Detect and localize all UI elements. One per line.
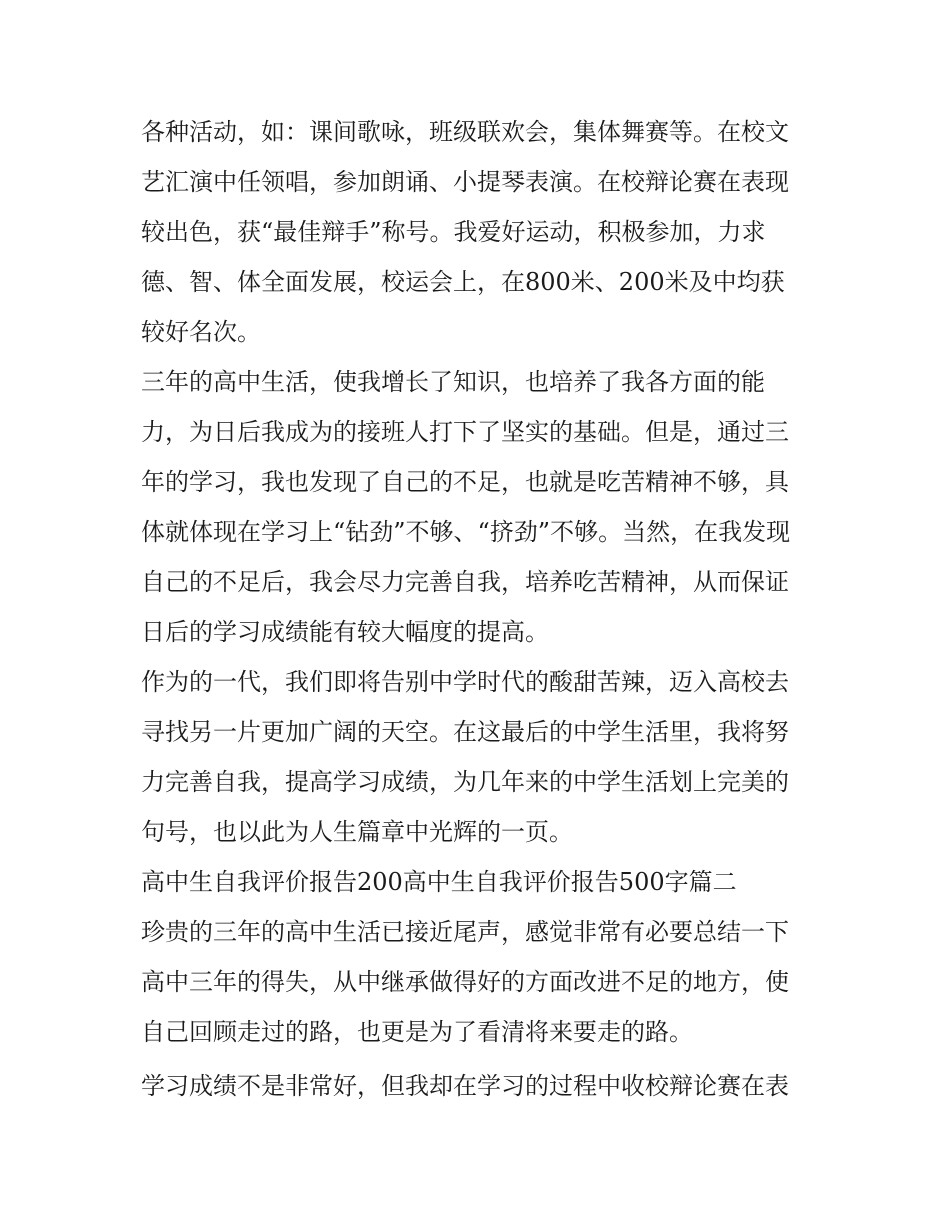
text-line: 学习成绩不是非常好，但我却在学习的过程中收校辩论赛在表 bbox=[141, 1072, 789, 1100]
text-line: 体就体现在学习上“钻劲”不够、“挤劲”不够。当然，在我发现 bbox=[141, 518, 791, 546]
text-line: 自己回顾走过的路，也更是为了看清将来要走的路。 bbox=[141, 1018, 693, 1046]
text-line: 各种活动，如：课间歌咏，班级联欢会，集体舞赛等。在校文 bbox=[141, 118, 789, 146]
section-heading: 高中生自我评价报告200高中生自我评价报告500字篇二 bbox=[141, 868, 737, 896]
text-line: 力完善自我，提高学习成绩，为几年来的中学生活划上完美的 bbox=[141, 768, 789, 796]
text-line: 高中三年的得失，从中继承做得好的方面改进不足的地方，使 bbox=[141, 968, 789, 996]
text-line: 寻找另一片更加广阔的天空。在这最后的中学生活里，我将努 bbox=[141, 718, 789, 746]
text-line: 日后的学习成绩能有较大幅度的提高。 bbox=[141, 618, 549, 646]
text-line: 较出色，获“最佳辩手”称号。我爱好运动，积极参加，力求 bbox=[141, 218, 766, 246]
text-line: 自己的不足后，我会尽力完善自我，培养吃苦精神，从而保证 bbox=[141, 568, 789, 596]
text-line: 力，为日后我成为的接班人打下了坚实的基础。但是，通过三 bbox=[141, 418, 789, 446]
text-line: 德、智、体全面发展，校运会上，在800米、200米及中均获 bbox=[141, 268, 785, 296]
text-line: 作为的一代，我们即将告别中学时代的酸甜苦辣，迈入高校去 bbox=[141, 668, 789, 696]
text-line: 艺汇演中任领唱，参加朗诵、小提琴表演。在校辩论赛在表现 bbox=[141, 168, 789, 196]
text-line: 三年的高中生活，使我增长了知识，也培养了我各方面的能 bbox=[141, 368, 765, 396]
text-line: 年的学习，我也发现了自己的不足，也就是吃苦精神不够，具 bbox=[141, 468, 789, 496]
text-line: 珍贵的三年的高中生活已接近尾声，感觉非常有必要总结一下 bbox=[141, 918, 789, 946]
text-line: 较好名次。 bbox=[141, 318, 261, 346]
text-line: 句号，也以此为人生篇章中光辉的一页。 bbox=[141, 818, 573, 846]
